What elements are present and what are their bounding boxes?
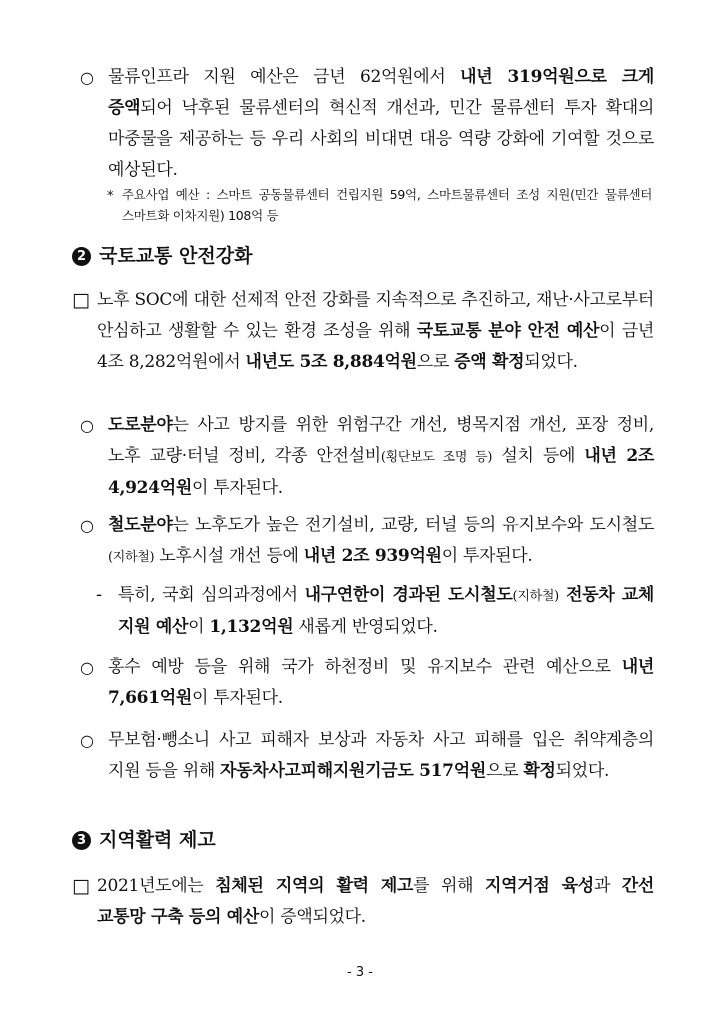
section-heading-safety (72, 242, 252, 270)
text-run: 되어 낙후된 물류센터의 혁신적 개선과, 민간 물류센터 투자 확대의 마중물을 제공하는 등 우리 사회의 비대면 대응 역량 강화에 기여할 것으로 예상된다. (108, 98, 654, 180)
flood-paragraph (108, 652, 654, 714)
text-run: 노후 SOC에 대한 선제적 안전 강화를 지속적으로 추진하고, 재난·사고로부터 안심하고 생활할 수 있는 환경 조성을 위해 (97, 290, 654, 341)
bold-text-run: 철도분야 (108, 515, 173, 535)
text-run: 이 투자된다. (191, 688, 283, 708)
small-text-run: (횡단보도 조명 등) (380, 450, 493, 465)
text-run: 는 사고 방지를 위한 위험구간 개선, 병목지점 개선, 포장 정비, 노후 교량·터널 정비, 각종 안전설비 (108, 415, 654, 466)
bold-text-run: 내년 2조 939억원 (303, 546, 442, 566)
circle-bullet: ○ (80, 68, 94, 87)
rail-paragraph (108, 510, 654, 573)
text-run: 이 금년 4조 8,282억원에서 (97, 321, 654, 372)
logistics-budget-paragraph (108, 62, 654, 186)
circle-bullet: ○ (80, 731, 94, 750)
square-bullet: □ (72, 289, 90, 311)
text-run: 이 투자된다. (191, 478, 283, 498)
text-run: 으로 (416, 352, 455, 372)
text-run: 되었다. (524, 352, 578, 372)
bold-text-run: 전동차 교체 지원 예산 (118, 585, 654, 637)
small-text-run: (지하철) (108, 550, 155, 565)
bold-text-run: 1,132억원 (209, 617, 294, 637)
rail-subitem-paragraph (118, 580, 654, 643)
bold-text-run: 내년도 5조 8,884억원 (245, 352, 417, 372)
text-run: 과 (593, 876, 622, 896)
text-run: 2021년도에는 (97, 876, 216, 896)
text-run: 이 증액되었다. (258, 907, 366, 927)
bold-text-run: 내년 319억원으로 크게 증액 (108, 67, 654, 118)
text-run: 를 위해 (413, 876, 485, 896)
section-heading-regional (72, 826, 216, 854)
text-run: 홍수 예방 등을 위해 국가 하천정비 및 유지보수 관련 예산으로 (108, 657, 622, 677)
circle-bullet: ○ (80, 416, 94, 435)
bold-text-run: 내년 7,661억원 (108, 657, 654, 708)
small-text-run: (지하철) (512, 589, 559, 604)
text-run: 새롭게 반영되었다. (293, 617, 438, 637)
text-run: 물류인프라 지원 예산은 금년 62억원에서 (108, 67, 461, 87)
dash-bullet: - (96, 585, 103, 605)
text-run: 노후시설 개선 등에 (154, 546, 304, 566)
section-title: 지역활력 제고 (99, 829, 216, 851)
section-title: 국토교통 안전강화 (99, 245, 253, 267)
section-number-badge: 2 (72, 247, 91, 266)
bold-text-run: 내년 2조 4,924억원 (108, 446, 654, 498)
page-number: - 3 - (347, 965, 373, 980)
circle-bullet: ○ (80, 658, 94, 677)
bold-text-run: 확정 (523, 761, 556, 781)
text-run: 으로 (485, 761, 524, 781)
budget-note: 주요사업 예산 : 스마트 공동물류센터 건립지원 59억, 스마트물류센터 조성 지원(민간 물류센터 스마트화 이차지원) 108억 등 (122, 187, 652, 223)
asterisk-bullet: * (107, 189, 114, 204)
bold-text-run: 국토교통 분야 안전 예산 (416, 321, 600, 341)
text-run: 설치 등에 (492, 446, 585, 466)
bold-text-run: 침체된 지역의 활력 제고 (215, 876, 414, 896)
victim-support-paragraph (108, 725, 654, 787)
bold-text-run: 도로분야 (108, 415, 173, 435)
bold-text-run: 내구연한이 경과된 도시철도 (304, 585, 513, 605)
road-paragraph (108, 410, 654, 504)
circle-bullet: ○ (80, 516, 94, 535)
bold-text-run: 자동차사고피해지원기금도 517억원 (220, 761, 486, 781)
text-run: 무보험·뺑소니 사고 피해자 보상과 자동차 사고 피해를 입은 취약계층의 지원 등을 위해 (108, 730, 654, 781)
text-run: 이 투자된다. (441, 546, 533, 566)
square-bullet: □ (72, 875, 90, 897)
text-run: 되었다. (555, 761, 610, 781)
text-run: 는 노후도가 높은 전기설비, 교량, 터널 등의 유지보수와 도시철도 (172, 515, 654, 535)
text-run: 이 (188, 617, 210, 637)
bold-text-run: 지역거점 육성 (484, 876, 594, 896)
regional-lead-paragraph (97, 871, 654, 933)
bold-text-run: 간선 교통망 구축 등의 예산 (97, 876, 655, 927)
bold-text-run: 증액 확정 (454, 352, 525, 372)
safety-lead-paragraph (97, 285, 654, 378)
text-run: 특히, 국회 심의과정에서 (118, 585, 305, 605)
section-number-badge: 3 (72, 831, 91, 850)
